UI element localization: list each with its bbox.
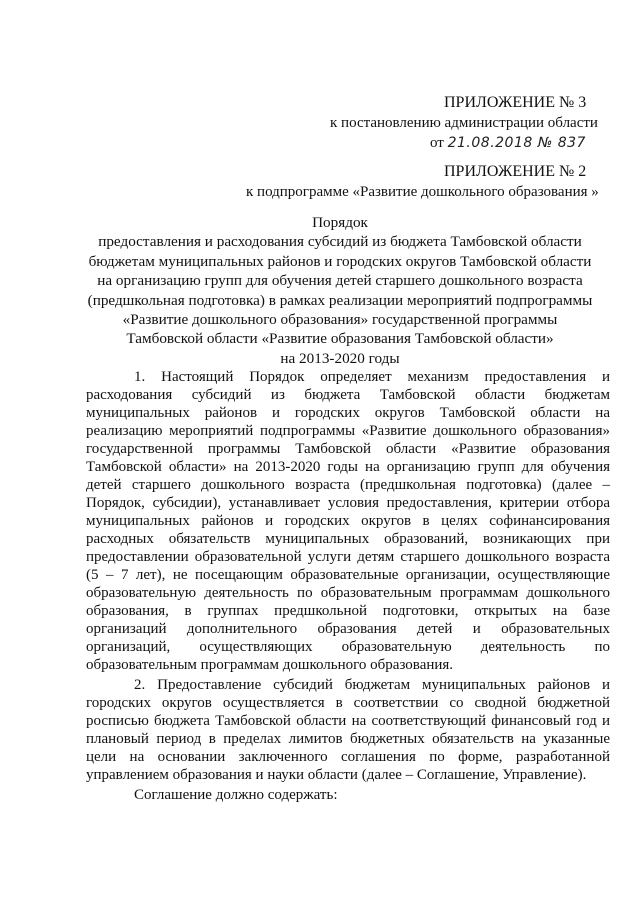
document-heading <box>80 213 600 368</box>
annex3-title: ПРИЛОЖЕНИЕ № 3 <box>444 94 587 111</box>
heading-line: бюджетам муниципальных районов и городских округов Тамбовской области <box>88 252 592 270</box>
annex3-handwritten-date: 21.08.2018 № 837 <box>447 135 586 151</box>
paragraph-3: Соглашение должно содержать: <box>134 787 338 803</box>
heading-line: Порядок <box>312 214 368 231</box>
document-body <box>86 368 610 804</box>
annex3-reference: к постановлению администрации области <box>330 115 598 131</box>
heading-line: «Развитие дошкольного образования» государственной программы <box>122 311 558 329</box>
annex3-date-prefix: от <box>430 135 444 151</box>
heading-line: на 2013-2020 годы <box>280 349 400 367</box>
annex2-reference: к подпрограмме «Развитие дошкольного образования » <box>246 184 599 200</box>
paragraph-1: 1. Настоящий Порядок определяет механизм предоставления и расходования субсидий из бюджета Тамбовской области бюджетам муниципальных районов и городских округов Тамбовской области на реализацию мероприятий подпрограммы «Развитие дошкольного образования» государственной программы Тамбовской области «Развитие образования Тамбовской области» на 2013-2020 годы на организацию групп для обучения детей старшего дошкольного возраста (предшкольная подготовка) (далее – Порядок, субсидии), устанавливает условия предоставления, критерии отбора муниципальных районов и городских округов в целях софинансирования расходных обязательств муниципальных образований, возникающих при предоставлении образовательной услуги детям старшего дошкольного возраста (5 – 7 лет), не посещающим образовательные организации, осуществляющие образовательную деятельность по образовательным программам дошкольного образования, в группах предшкольной подготовки, открытых на базе организаций дополнительного образования детей и образовательных организаций, осуществляющих образовательную деятельность по образовательным программам дошкольного образования. <box>86 369 610 673</box>
heading-line: на организацию групп для обучения детей старшего дошкольного возраста <box>97 272 583 290</box>
heading-line: (предшкольная подготовка) в рамках реализации мероприятий подпрограммы <box>87 291 593 309</box>
heading-line: предоставления и расходования субсидий из бюджета Тамбовской области <box>98 233 582 251</box>
annex2-title: ПРИЛОЖЕНИЕ № 2 <box>444 163 587 180</box>
heading-line: Тамбовской области «Развитие образования Тамбовской области» <box>126 330 554 348</box>
annex3-date-line <box>430 134 586 152</box>
paragraph-2: 2. Предоставление субсидий бюджетам муниципальных районов и городских округов осуществляется в соответствии со сводной бюджетной росписью бюджета Тамбовской области на соответствующий финансовый год и плановый период в пределах лимитов бюджетных обязательств на указанные цели на основании заключенного соглашения по форме, разработанной управлением образования и науки области (далее – Соглашение, Управление). <box>86 677 610 783</box>
